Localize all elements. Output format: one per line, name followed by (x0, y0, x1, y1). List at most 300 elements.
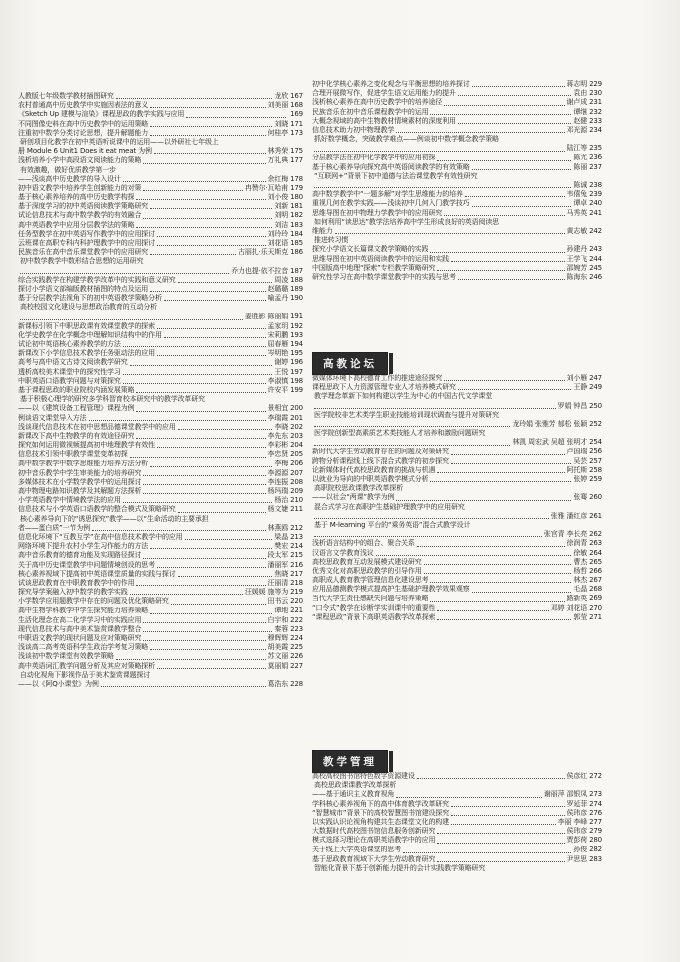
leader-dots (437, 471, 564, 473)
leader-dots (89, 419, 266, 421)
toc-entry (312, 420, 602, 429)
leader-dots (136, 584, 265, 586)
toc-entry-author: 杨玛瑞 (267, 487, 289, 496)
toc-entry: 基于积极心理学的研究多学科智育校本研究中的教学改革研究 (20, 395, 205, 404)
toc-entry-title: 论新媒体时代高校思政教育的挑战与机遇 (312, 465, 436, 474)
toc-entry-author: 李忠贤 (267, 450, 289, 459)
toc-entry (18, 92, 303, 101)
toc-entry-author: 段太军 (267, 551, 289, 560)
toc-entry-page: 215 (290, 551, 303, 560)
toc-entry-author: 孟家玥 (267, 321, 289, 330)
toc-entry: 教学理念革新下如何构建以学生为中心的中国古代文学课堂 (314, 392, 493, 401)
toc-entry-author: 宋莉鹏 (267, 330, 289, 339)
toc-entry-page: 276 (589, 808, 602, 817)
toc-entry-title: 册 Module 6 Unit1 Does it eat meat 为例 (18, 147, 152, 156)
toc-entry-page: 282 (589, 845, 602, 854)
toc-entry-page: 181 (290, 202, 303, 211)
toc-entry-author: 罗延菲 (566, 799, 588, 808)
toc-entry (18, 496, 303, 505)
toc-entry-page: 212 (290, 523, 303, 532)
toc-entry (312, 117, 602, 126)
toc-entry (18, 110, 303, 119)
toc-entry-author: 冉赞尔·瓦哈甫 (244, 183, 289, 192)
leader-dots (171, 603, 266, 605)
toc-entry-page: 206 (290, 459, 303, 468)
toc-entry: 核心素养导向下的“诱思探究”教学——以“生命活动的主要承担 (20, 514, 209, 523)
toc-entry (18, 643, 303, 652)
toc-entry-page: 273 (589, 790, 602, 799)
toc-entry (18, 625, 303, 634)
toc-entry-author: 余红梅 (267, 174, 289, 183)
toc-entry-title: 初中语文教学中培养学生创新能力的对策 (18, 183, 142, 192)
toc-entry-author: 刘小俊 (267, 193, 289, 202)
toc-entry (18, 221, 303, 230)
leader-dots (143, 630, 272, 632)
toc-entry: 高校校园文化建设与思想政治教育的互动分析 (20, 303, 157, 312)
leader-dots (472, 205, 572, 207)
toc-entry-page: 192 (290, 321, 303, 330)
toc-entry-page: 246 (589, 272, 602, 281)
toc-entry-author: 陈丽 (573, 162, 588, 171)
toc-entry (312, 264, 602, 273)
toc-entry-page: 207 (290, 468, 303, 477)
toc-entry (312, 800, 602, 809)
toc-entry (18, 441, 303, 450)
leader-dots (157, 327, 266, 329)
toc-entry-author: 刘新 (274, 202, 289, 211)
toc-entry-author: 王悦 (274, 367, 289, 376)
toc-entry-page: 252 (589, 419, 602, 428)
toc-entry-author: 李瑞霞 (267, 413, 289, 422)
toc-entry-page: 208 (290, 477, 303, 486)
leader-dots (143, 217, 272, 219)
toc-entry (18, 607, 303, 616)
toc-entry-author: 阿托斯 (566, 465, 588, 474)
toc-entry-author: 赵璐璐 (267, 284, 289, 293)
leader-dots (437, 159, 571, 161)
toc-entry-author: 李源源 (267, 468, 289, 477)
toc-entry-page: 223 (290, 624, 303, 633)
leader-dots (472, 168, 572, 170)
toc-entry-author: 李连振 (267, 477, 289, 486)
toc-entry-author: 胡美霞 (267, 643, 289, 652)
toc-entry: 自动化视角下影视作品于美术鉴赏课题探讨 (20, 670, 151, 679)
toc-entry-title: 多媒体技术在小学数学教学中的运用探讨 (18, 477, 142, 486)
leader-dots (143, 189, 243, 191)
toc-entry-page: 182 (290, 211, 303, 220)
leader-dots (130, 456, 266, 458)
leader-dots (157, 667, 266, 669)
toc-entry-title: 高中数学教学中“一题多解”对学生思维能力的培养 (312, 190, 463, 199)
leader-dots (465, 195, 565, 197)
toc-entry (18, 230, 303, 239)
leader-dots (472, 591, 572, 593)
leader-dots (451, 453, 565, 455)
toc-entry-author: 景相宜 (267, 404, 289, 413)
toc-entry-title: 试谈思政教育在中职教育教学中的作用 (18, 578, 135, 587)
toc-entry (18, 120, 303, 129)
leader-dots (437, 860, 564, 862)
toc-entry-author: 邵婉芳 (566, 263, 588, 272)
toc-entry-author: 侯玮彦 (566, 827, 588, 836)
toc-entry-author: 路新英 (566, 594, 588, 603)
toc-entry-title: 高中音乐教育的德育功能及实现路径探讨 (18, 551, 142, 560)
toc-entry-title: 中职英语口语教学问题与对策探究 (18, 376, 121, 385)
toc-entry-page: 260 (589, 493, 602, 502)
toc-entry-author: 孙俊 (573, 845, 588, 854)
toc-entry-page: 203 (290, 431, 303, 440)
toc-entry-page: 231 (589, 98, 602, 107)
toc-entry (312, 144, 602, 153)
toc-entry-title: “智慧城市”背景下的高校智慧图书馆建设探究 (312, 808, 450, 817)
toc-entry (312, 402, 602, 411)
toc-entry (18, 193, 303, 202)
leader-dots (458, 122, 572, 124)
toc-entry-title: ——以社会“两课”教学为例 (312, 493, 395, 502)
toc-entry-author: 许安平 (267, 386, 289, 394)
toc-entry-title: 综合实践教学在构建学教学改革中的实践和意义研究 (18, 275, 176, 284)
right-toc-column-bottom (312, 772, 602, 873)
toc-entry-page: 184 (290, 229, 303, 238)
toc-entry-title: 化学史教学在化学概念中理解知识结构中的作用 (18, 330, 162, 339)
toc-entry-author: 李丽 李峰 (557, 817, 588, 826)
leader-dots (136, 226, 272, 228)
toc-entry-page: 240 (589, 199, 602, 208)
leader-dots (314, 150, 565, 152)
leader-dots (430, 251, 564, 253)
toc-entry (312, 466, 602, 475)
toc-entry (18, 616, 303, 625)
toc-entry (18, 248, 303, 257)
toc-entry-author: 马秀英 (566, 208, 588, 217)
leader-dots (157, 354, 266, 356)
toc-entry-author: 陆江等 (566, 144, 588, 153)
toc-entry-page: 183 (290, 220, 303, 229)
toc-entry (312, 809, 602, 818)
leader-dots (116, 97, 272, 99)
toc-entry (18, 368, 303, 377)
leader-dots (136, 437, 265, 439)
toc-entry-author: 张宫青 李长亮 (543, 530, 588, 539)
toc-entry (312, 255, 602, 264)
toc-entry (18, 478, 303, 487)
leader-dots (150, 125, 272, 127)
toc-entry-author: 莫丽娟 (267, 661, 289, 670)
toc-entry-author: 毛晶 (573, 585, 588, 594)
leader-dots (157, 244, 266, 246)
toc-entry-page: 213 (290, 533, 303, 541)
toc-entry-title: 浅谈初中数学课堂有效教学策略 (18, 652, 114, 661)
leader-dots (123, 180, 266, 182)
toc-entry-page: 210 (290, 496, 303, 505)
toc-entry-page: 193 (290, 330, 303, 339)
toc-entry (18, 377, 303, 386)
toc-entry-title: 农村普通高中历史教学中实施因表法的意义 (18, 101, 149, 110)
toc-entry-author: 孙建丹 (566, 245, 588, 254)
leader-dots (130, 593, 243, 595)
toc-entry-title: 高校高校图书馆特色数字资源建设 (312, 772, 415, 780)
toc-entry-author: 曹杰 (573, 557, 588, 566)
toc-entry-page: 256 (589, 447, 602, 456)
right-toc-column-mid (312, 374, 602, 622)
leader-dots (314, 517, 549, 519)
toc-entry-title: ——以《建筑设备工程管理》课程为例 (18, 404, 135, 413)
toc-entry (312, 558, 602, 567)
leader-dots (143, 639, 265, 641)
toc-entry (18, 322, 303, 331)
toc-entry-title: 模式选择习理论在高职英语教学中的应用 (312, 836, 436, 845)
toc-entry-author: 刘晓 (274, 119, 289, 128)
toc-entry-author: 张雅 潘红彦 (550, 511, 588, 520)
toc-entry-page: 280 (589, 836, 602, 845)
toc-entry-title: 信息技术引领中职教学课堂变革初探 (18, 450, 128, 459)
toc-entry (312, 576, 602, 585)
leader-dots (150, 253, 236, 255)
toc-entry-title: 大数据时代高校图书馆信息服务创新研究 (312, 827, 436, 836)
toc-entry-author: 谢丽萍 邵银凤 (543, 790, 588, 799)
toc-entry (312, 190, 602, 199)
toc-entry (312, 273, 602, 282)
toc-entry-author: 杨哲 (573, 566, 588, 575)
toc-entry-page: 216 (290, 560, 303, 569)
leader-dots (314, 186, 571, 188)
toc-entry-title: 核心素养视域下提高初中英语课堂质量的实践与探讨 (18, 569, 176, 578)
toc-entry-page: 243 (589, 245, 602, 254)
toc-entry-page: 186 (290, 248, 303, 257)
toc-entry-author: 汪媛媛 施等为 (244, 588, 289, 597)
toc-entry-title: 高中生物学科教学中学生探究能力培养策略 (18, 606, 149, 615)
toc-entry-page: 272 (589, 772, 602, 780)
toc-entry-author: 刘花语 (267, 239, 289, 247)
toc-entry (18, 313, 303, 322)
toc-entry-page: 236 (589, 153, 602, 162)
toc-entry (18, 680, 303, 689)
toc-entry-author: 万礼典 (267, 156, 289, 165)
toc-entry (18, 588, 303, 597)
leader-dots (437, 842, 564, 844)
toc-entry-author: 王学飞 (566, 254, 588, 263)
toc-entry-title: ——以《阿Q小课堂》为例 (18, 680, 99, 688)
leader-dots (150, 207, 272, 209)
toc-entry (18, 156, 303, 165)
leader-dots (143, 492, 265, 494)
toc-entry-title: 微媒体环境下高校德育工作的推进途径探究 (312, 374, 443, 382)
toc-entry (18, 533, 303, 542)
leader-dots (143, 483, 265, 485)
toc-entry (312, 549, 602, 558)
leader-dots (451, 823, 556, 825)
toc-entry-title: 应用品德测教学模式提高护生基础护理教学效果观察 (312, 585, 470, 594)
toc-entry-page: 249 (589, 383, 602, 392)
toc-entry-page: 226 (290, 652, 303, 661)
toc-entry-title: ——基于通识主义教育视角 (312, 790, 395, 799)
toc-entry (18, 349, 303, 358)
toc-entry-title: 试论信息技术与高中数学教学的有效融合 (18, 211, 142, 220)
toc-entry-title: 浅谈高二高考英语科学生政治学考复习策略 (18, 643, 149, 652)
toc-entry (18, 184, 303, 193)
toc-entry-page: 171 (290, 119, 303, 128)
toc-entry-author: 林秀荣 (267, 147, 289, 156)
toc-entry-author: 侯玮彦 (566, 808, 588, 817)
toc-entry-author: 郭莹 (573, 612, 588, 621)
toc-entry (312, 530, 602, 539)
toc-entry-title: 跨物分析课程线上线下混合式教学的初步探究 (312, 456, 449, 465)
toc-entry-title: 例谈语文课堂导入方法 (18, 413, 87, 422)
toc-entry-page: 257 (589, 456, 602, 465)
toc-entry-title: 网络环境下提升农村小学生习作能力的方法 (18, 542, 149, 551)
toc-entry (18, 432, 303, 441)
toc-entry-page: 259 (589, 475, 602, 484)
toc-entry-author: 李晓 (274, 422, 289, 431)
toc-entry-page: 219 (290, 588, 303, 597)
toc-entry: 混合式学习在高职护生基础护理教学中的应用研究 (314, 502, 465, 511)
leader-dots (437, 832, 564, 834)
toc-entry-author: 陈海东 (566, 272, 588, 281)
toc-entry-page: 228 (290, 680, 303, 688)
toc-entry (312, 154, 602, 163)
toc-entry (312, 790, 602, 799)
toc-entry (312, 595, 602, 604)
toc-entry (18, 147, 303, 156)
toc-entry-page: 261 (589, 511, 602, 520)
leader-dots (150, 648, 265, 650)
toc-entry: 医学院校非艺术类学生职业技能培训现状调查与提升对策研究 (314, 410, 499, 419)
leader-dots (430, 600, 564, 602)
leader-dots (157, 566, 266, 568)
toc-entry: 高校思政课课教学改革探析 (314, 781, 397, 790)
leader-dots (437, 269, 564, 271)
toc-entry-page: 220 (290, 597, 303, 606)
toc-entry (312, 493, 602, 502)
toc-entry-title: 课程思政下人力资源管理专业人才培养模式研究 (312, 383, 456, 392)
toc-entry-page: 167 (290, 92, 303, 100)
toc-entry-page: 196 (290, 358, 303, 367)
toc-entry (312, 475, 602, 484)
toc-entry-title: 关于线上大学英语课堂的思考 (312, 845, 402, 854)
toc-entry (18, 652, 303, 661)
toc-entry-author: 屈春雁 (267, 340, 289, 349)
toc-entry-page: 188 (290, 275, 303, 284)
toc-entry-author: 龙欣 (274, 92, 289, 100)
toc-entry-title: 浅谈现代信息技术在初中思想品德课堂教学中的应用 (18, 422, 176, 431)
toc-entry-author: 陈尤 (573, 153, 588, 162)
toc-entry-title: 信息技术与小学英语口语教学的整合模式及策略研究 (18, 505, 176, 514)
toc-entry-title: 优秀文化对高职思政教学的引导作用 (312, 566, 422, 575)
toc-entry-title: 以就业为导向的中职英语教学模式分析 (312, 475, 429, 484)
toc-entry-page: 200 (290, 404, 303, 413)
toc-entry (312, 438, 602, 447)
toc-entry (312, 539, 602, 548)
toc-entry: 如何利用“读思达”教学法培养高中学生形成良好的英语阅读思 (314, 217, 500, 226)
toc-entry-page: 177 (290, 156, 303, 165)
toc-entry-author: 吴芸 (573, 456, 588, 465)
leader-dots (123, 345, 266, 347)
toc-entry (18, 175, 303, 184)
toc-entry-title: 浅析核心素养在高中历史教学中的培养途径 (312, 98, 443, 107)
toc-entry (312, 855, 602, 864)
toc-entry-title: 研究性学习在高中数学课堂教学中的实践与思考 (312, 272, 456, 281)
toc-entry-title: 中职语文教学的现状问题及应对策略研究 (18, 634, 142, 643)
leader-dots (396, 131, 564, 133)
toc-entry-title: 大概念视域的高中生物教材情境素材的深度利用 (312, 116, 456, 125)
toc-entry-title: 初中化学核心素养之变化观念与平衡思想的培养探讨 (312, 80, 470, 88)
toc-entry-page: 187 (290, 266, 303, 275)
toc-entry (312, 567, 602, 576)
toc-entry-author: 谭地 (274, 606, 289, 615)
toc-entry-author: 谢婷 (274, 358, 289, 367)
leader-dots (178, 281, 273, 283)
toc-entry (312, 374, 602, 383)
toc-entry-page: 254 (589, 438, 602, 447)
toc-entry (312, 448, 602, 457)
toc-entry: 高职院校思政课教学改革探析 (314, 484, 404, 493)
leader-dots (20, 318, 243, 320)
toc-entry-page: 205 (290, 450, 303, 459)
toc-entry (312, 585, 602, 594)
toc-entry-page: 229 (589, 80, 602, 88)
toc-entry-author: 白宇和 (267, 615, 289, 624)
toc-entry: 研创项目化教学在初中英语听说课中的运用——以外研社七年级上 (20, 137, 219, 146)
toc-entry (312, 457, 602, 466)
toc-entry-author: 葛浩东 (267, 680, 289, 688)
toc-entry-author: 何桂亭 (267, 128, 289, 137)
toc-entry-page: 267 (589, 576, 602, 585)
leader-dots (116, 658, 266, 660)
toc-entry-page: 268 (589, 585, 602, 594)
toc-entry-title: 新课改下小学信息技术教学任务驱动法的应用 (18, 349, 155, 358)
toc-entry (312, 89, 602, 98)
toc-entry: 推进转习惯 (314, 236, 349, 245)
toc-entry-page: 209 (290, 487, 303, 496)
leader-dots (314, 444, 510, 446)
toc-entry (18, 551, 303, 560)
toc-entry-title: 新课标引领下中职思政课有效课堂教学的探索 (18, 321, 155, 330)
toc-entry-title: 透析高校美术课堂中的探究性学习 (18, 367, 121, 376)
toc-entry (312, 245, 602, 254)
toc-entry-title: 基于核心素养培养的高中历史教学构探 (18, 193, 135, 202)
toc-entry-page: 263 (589, 539, 602, 548)
toc-entry-author: 杨治 (274, 496, 289, 505)
leader-dots (451, 814, 564, 816)
toc-entry-page: 217 (290, 569, 303, 578)
toc-entry-author: 李淑慎 (267, 376, 289, 385)
toc-entry-author: 李彩彬 (267, 441, 289, 450)
leader-dots (101, 685, 266, 687)
toc-entry-page: 175 (290, 147, 303, 156)
toc-entry-page: 202 (290, 422, 303, 431)
toc-entry (312, 512, 602, 521)
toc-entry-title: 现代信息技术与高中美术鉴赏课教学整合 (18, 624, 142, 633)
toc-entry-title: 信息技术助力初中物理教学 (312, 125, 395, 134)
toc-entry (18, 211, 303, 220)
toc-entry-author: 刘明 (274, 211, 289, 220)
leader-dots (376, 554, 572, 556)
toc-entry-title: 民族音乐在初中音乐课程教学中的运用 (312, 107, 429, 116)
toc-entry-author: 苏文丽 (267, 652, 289, 661)
toc-entry: “互联网+”背景下初中道德与法治课堂教学有效性研究 (314, 171, 478, 180)
toc-entry-page: 201 (290, 413, 303, 422)
leader-dots (150, 134, 265, 136)
toc-entry: 基于 M-learning 平台的“乘务英语”混合式教学设计 (314, 521, 471, 529)
leader-dots (314, 425, 510, 427)
toc-entry (18, 450, 303, 459)
leader-dots (403, 851, 571, 853)
toc-entry-author: 龙玲娟 张雅芳 郁松 张颖 (512, 419, 588, 428)
toc-entry-author: 汪丽清 (267, 578, 289, 587)
leader-dots (136, 391, 265, 393)
toc-entry-title: 任务型教学在初中英语写作教学中的应用探讨 (18, 229, 155, 238)
toc-entry-title: 探讨小学语文部编版教材插图的特点及运用 (18, 284, 149, 293)
